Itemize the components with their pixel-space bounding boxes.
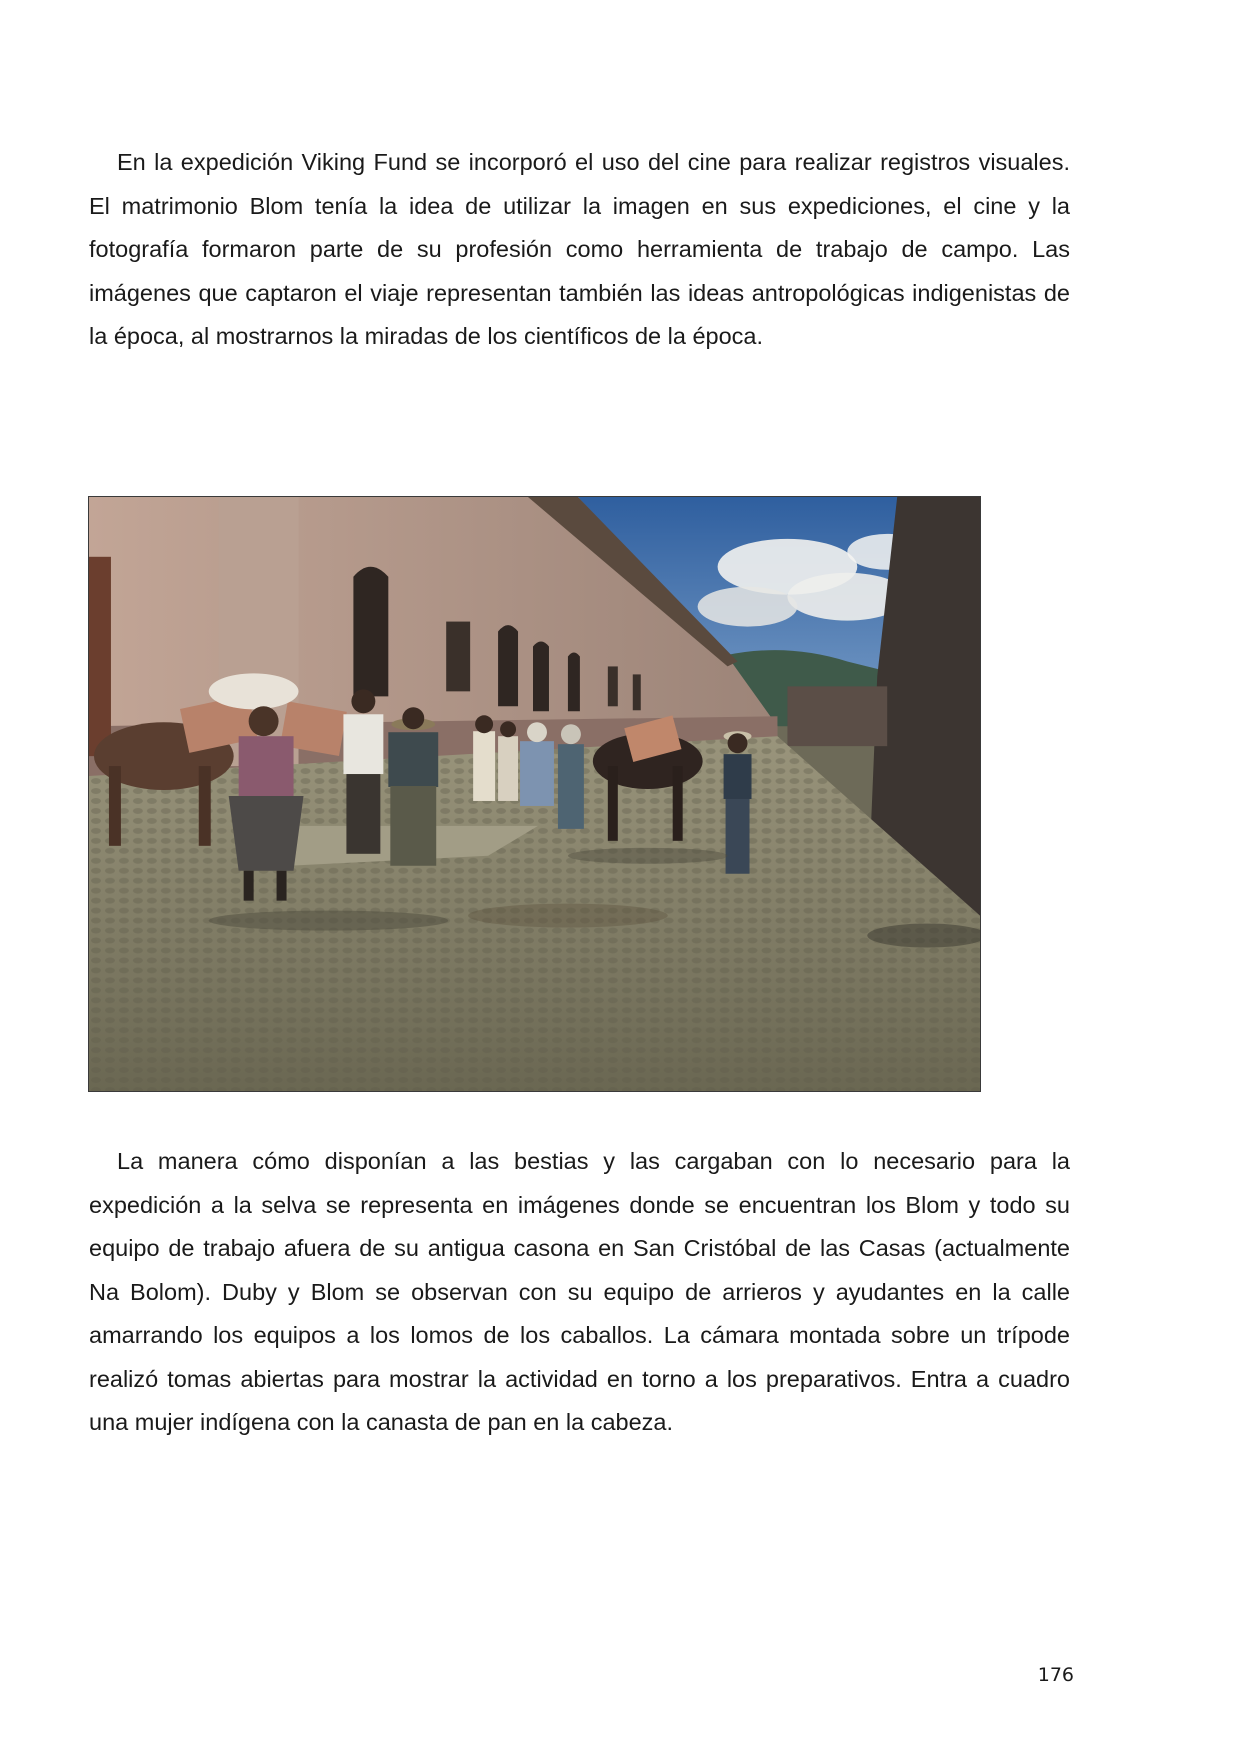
street-scene-photograph xyxy=(88,496,981,1092)
paragraph-intro: En la expedición Viking Fund se incorporó el uso del cine para realizar registros visuales. El matrimonio Blom tenía la idea de utilizar la imagen en sus expediciones, el cine y la fotografía formaron parte de su profesión como herramienta de trabajo de campo. Las imágenes que captaron el viaje representan también las ideas antropológicas indigenistas de la época, al mostrarnos la miradas de los científicos de la época. xyxy=(89,149,1070,349)
paragraph-description: La manera cómo disponían a las bestias y las cargaban con lo necesario para la expedición a la selva se representa en imágenes donde se encuentran los Blom y todo su equipo de trabajo afuera de su antigua casona en San Cristóbal de las Casas (actualmente Na Bolom). Duby y Blom se observan con su equipo de arrieros y ayudantes en la calle amarrando los equipos a los lomos de los caballos. La cámara montada sobre un trípode realizó tomas abiertas para mostrar la actividad en torno a los preparativos. Entra a cuadro una mujer indígena con la canasta de pan en la cabeza. xyxy=(89,1148,1070,1435)
page-number: 176 xyxy=(1037,1664,1074,1686)
